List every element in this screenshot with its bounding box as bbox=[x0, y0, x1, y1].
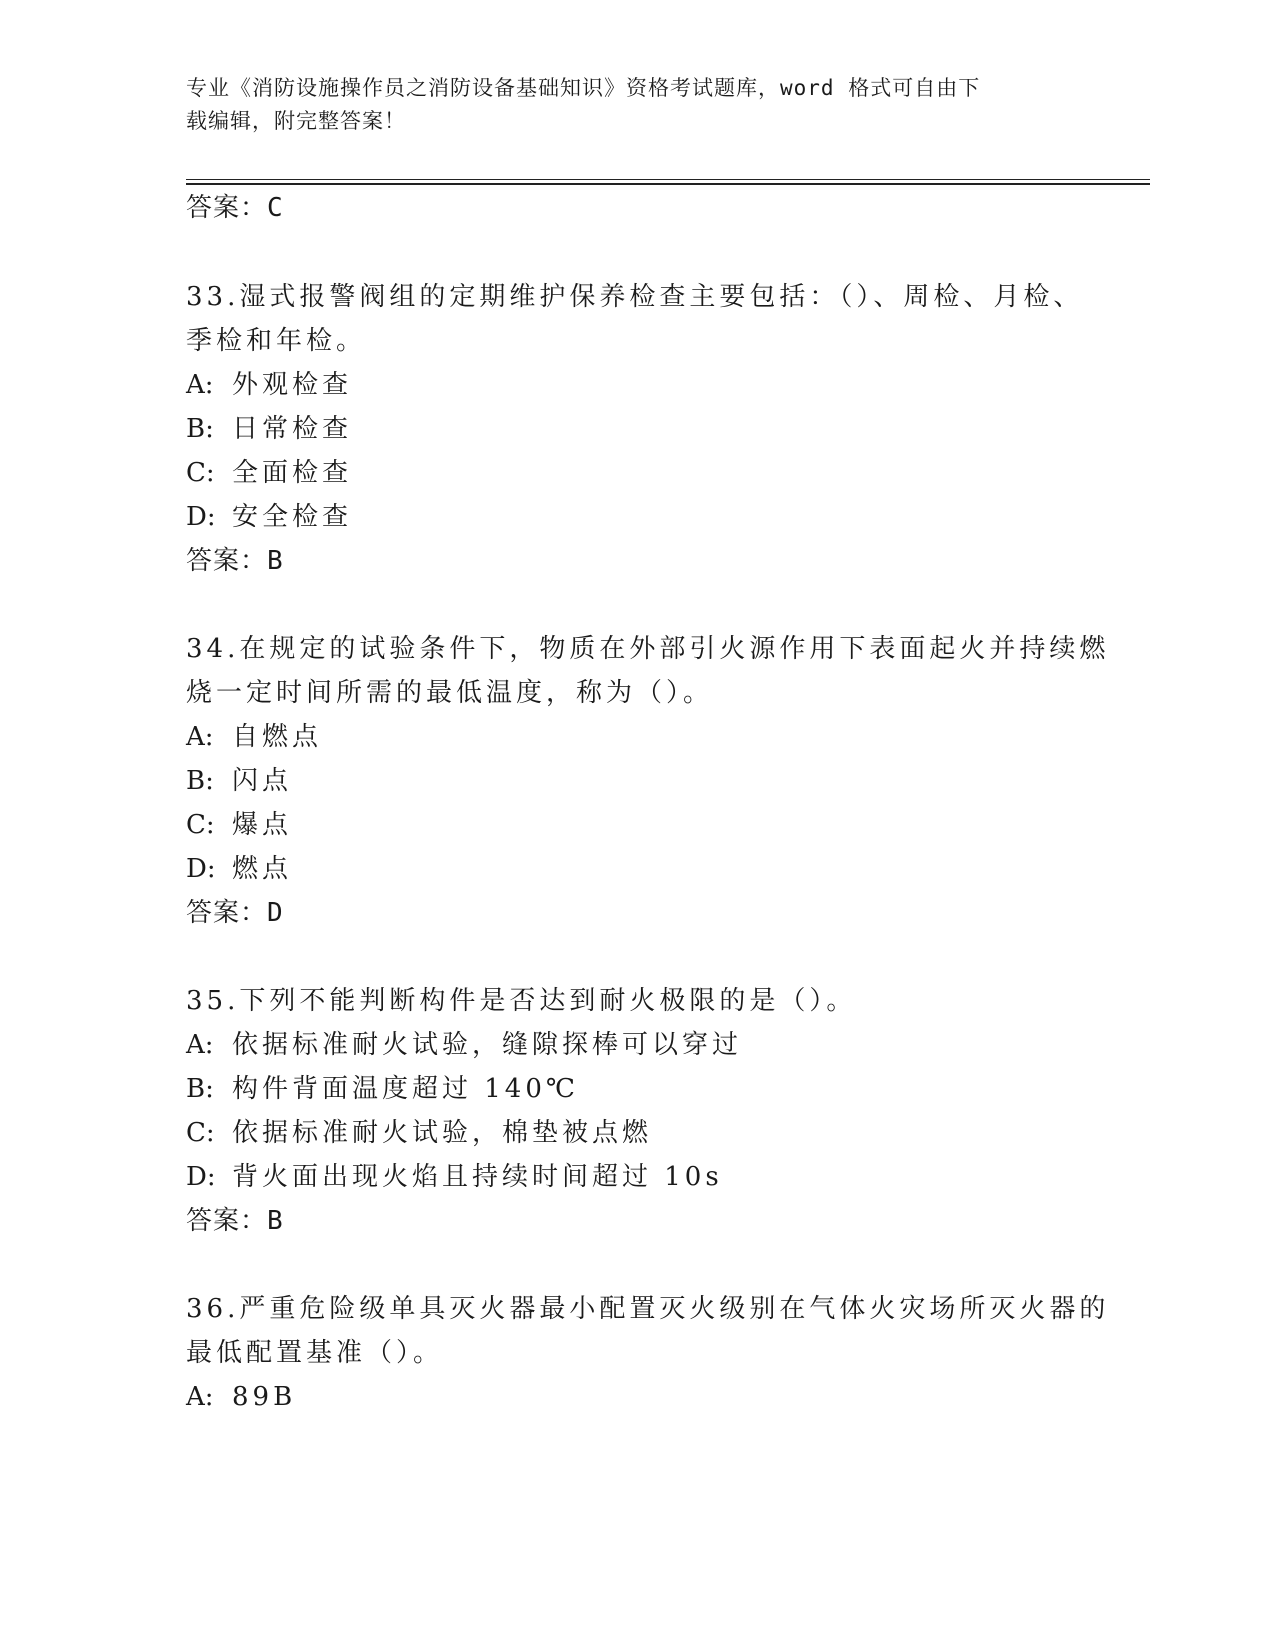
question-33-stem-line-2: 季检和年检。 bbox=[186, 326, 367, 356]
option-letter: D: bbox=[186, 854, 216, 884]
option-text: 依据标准耐火试验，棉垫被点燃 bbox=[232, 1118, 653, 1148]
header-line-1: 专业《消防设施操作员之消防设备基础知识》资格考试题库，word 格式可自由下 bbox=[186, 76, 981, 100]
question-35-option-c bbox=[186, 1118, 652, 1148]
answer-32: 答案：C bbox=[186, 193, 284, 223]
question-35-stem-line-1: 35.下列不能判断构件是否达到耐火极限的是（）。 bbox=[186, 986, 857, 1016]
option-text: 闪点 bbox=[232, 766, 293, 796]
header-line-2: 载编辑，附完整答案！ bbox=[186, 109, 406, 133]
option-letter: A: bbox=[186, 1382, 214, 1412]
option-letter: D: bbox=[186, 502, 216, 532]
option-text: 依据标准耐火试验，缝隙探棒可以穿过 bbox=[232, 1030, 743, 1060]
question-34-stem-line-1: 34.在规定的试验条件下，物质在外部引火源作用下表面起火并持续燃 bbox=[186, 634, 1110, 664]
option-letter: A: bbox=[186, 370, 214, 400]
question-33-option-b bbox=[186, 414, 352, 444]
question-36-option-a bbox=[186, 1382, 296, 1412]
question-34-option-b bbox=[186, 766, 292, 796]
option-text: 日常检查 bbox=[232, 414, 353, 444]
question-35-option-d bbox=[186, 1162, 723, 1192]
option-letter: A: bbox=[186, 1030, 214, 1060]
option-letter: B: bbox=[186, 1074, 214, 1104]
question-35-option-b bbox=[186, 1074, 579, 1104]
option-letter: C: bbox=[186, 1118, 215, 1148]
option-text: 燃点 bbox=[232, 854, 293, 884]
option-text: 背火面出现火焰且持续时间超过 10s bbox=[232, 1162, 723, 1192]
question-34-option-d bbox=[186, 854, 292, 884]
question-34-stem-line-2: 烧一定时间所需的最低温度，称为（）。 bbox=[186, 678, 714, 708]
question-35-option-a bbox=[186, 1030, 742, 1060]
option-letter: B: bbox=[186, 414, 214, 444]
option-text: 安全检查 bbox=[232, 502, 353, 532]
option-text: 爆点 bbox=[232, 810, 293, 840]
option-letter: C: bbox=[186, 810, 215, 840]
option-text: 构件背面温度超过 140℃ bbox=[232, 1074, 579, 1104]
question-34-option-c bbox=[186, 810, 292, 840]
option-text: 自燃点 bbox=[232, 722, 323, 752]
option-text: 89B bbox=[232, 1382, 297, 1412]
answer-34: 答案：D bbox=[186, 898, 284, 928]
answer-33: 答案：B bbox=[186, 546, 284, 576]
option-letter: A: bbox=[186, 722, 214, 752]
option-letter: D: bbox=[186, 1162, 216, 1192]
option-letter: C: bbox=[186, 458, 215, 488]
document-header bbox=[186, 72, 1086, 138]
question-33-option-a bbox=[186, 370, 352, 400]
header-divider-thick bbox=[186, 183, 1150, 185]
question-34-option-a bbox=[186, 722, 322, 752]
option-text: 外观检查 bbox=[232, 370, 353, 400]
option-text: 全面检查 bbox=[232, 458, 353, 488]
header-divider-thin bbox=[186, 179, 1150, 180]
question-36-stem-line-1: 36.严重危险级单具灭火器最小配置灭火级别在气体火灾场所灭火器的 bbox=[186, 1294, 1110, 1324]
question-33-option-c bbox=[186, 458, 352, 488]
question-36-stem-line-2: 最低配置基准（）。 bbox=[186, 1338, 444, 1368]
answer-35: 答案：B bbox=[186, 1206, 284, 1236]
question-33-option-d bbox=[186, 502, 352, 532]
option-letter: B: bbox=[186, 766, 214, 796]
question-33-stem-line-1: 33.湿式报警阀组的定期维护保养检查主要包括：（）、周检、月检、 bbox=[186, 282, 1084, 312]
